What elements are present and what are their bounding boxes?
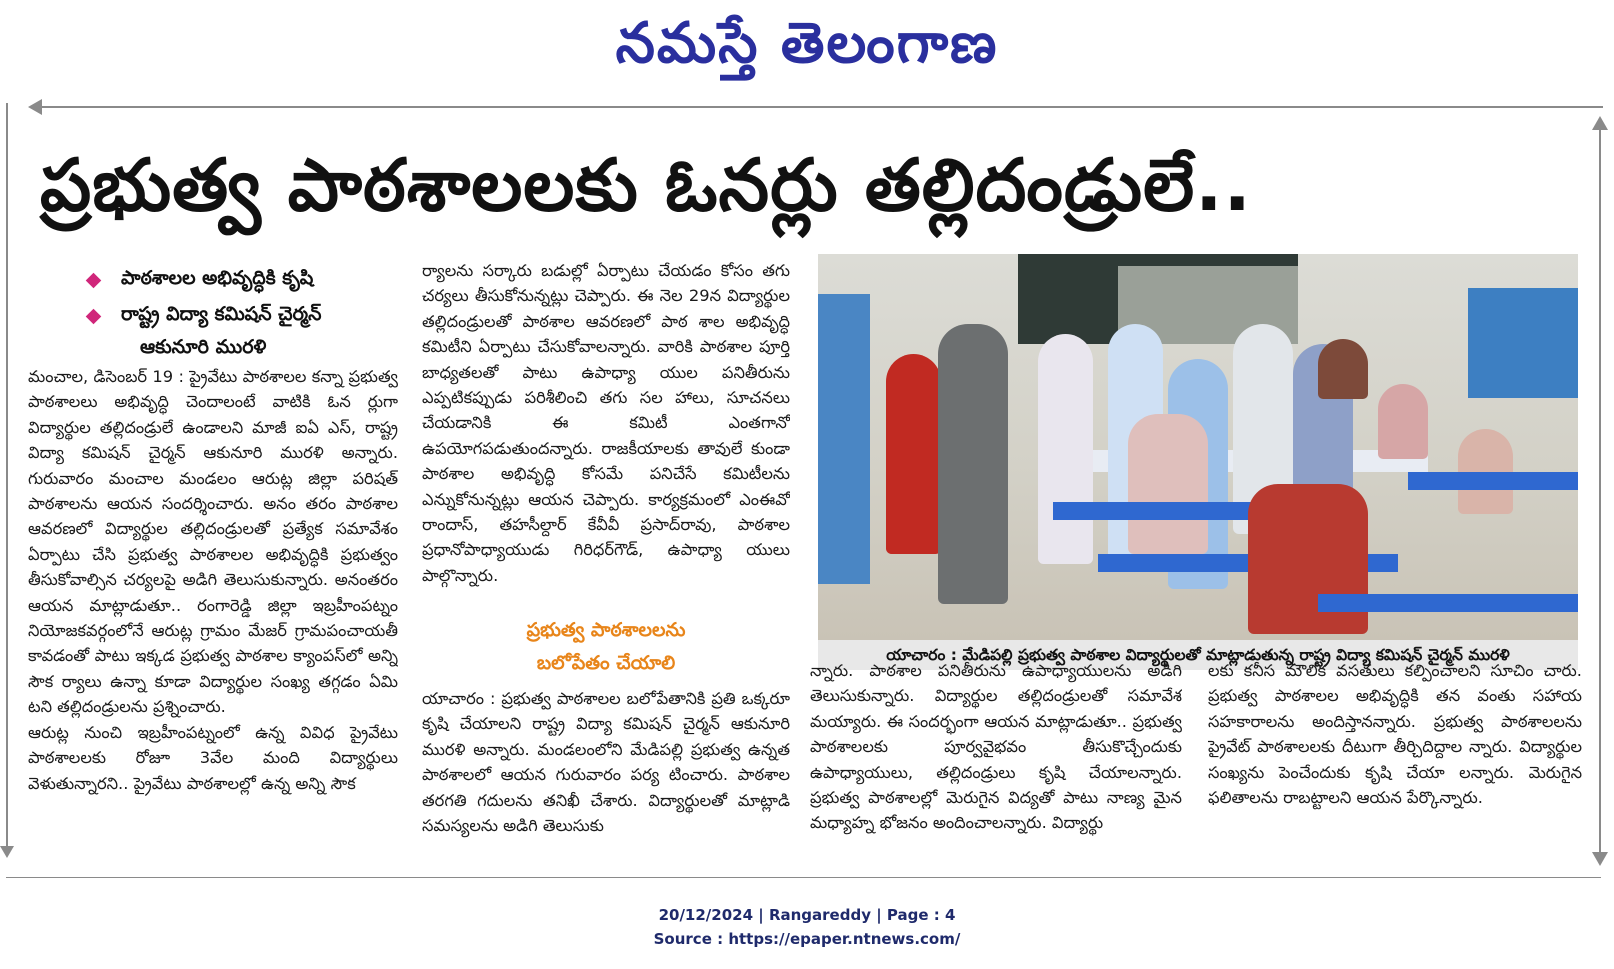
photo-caption: యాచారం : మేడిపల్లి ప్రభుత్వ పాఠశాల విద్యార్థులతో మాట్లాడుతున్న రాష్ట్ర విద్యా కమిషన్ చైర్మన్ మురళి — [818, 640, 1578, 670]
photo-desk — [1408, 472, 1578, 490]
byline: ఆకునూరి మురళి — [140, 336, 267, 358]
photo-desk — [1318, 594, 1578, 612]
paragraph: యాచారం : ప్రభుత్వ పాఠశాలల బలోపేతానికి ప్రతి ఒక్కరూ కృషి చేయాలని రాష్ట్ర విద్యా కమిషన్ చైర్మన్ ఆకునూరి మురళి అన్నారు. మండలంలోని మేడిపల్లి ప్రభుత్వ ఉన్నత పాఠశాలలో ఆయన గురువారం పర్య టించారు. పాఠశాల తరగతి గదులను తనిఖీ చేశారు. విద్యార్థులతో మాట్లాడి సమస్యలను అడిగి తెలుసుకు — [422, 689, 790, 836]
footer-source: Source : https://epaper.ntnews.com/ — [653, 930, 961, 948]
photo-window — [1468, 288, 1578, 398]
bullet-item — [82, 262, 412, 298]
photo-person — [886, 354, 941, 554]
photo-person — [938, 324, 1008, 604]
diamond-bullet-icon — [86, 272, 102, 288]
subheading: బలోపేతం చేయాలి — [536, 652, 676, 674]
article-headline: ప్రభుత్వ పాఠశాలలకు ఓనర్లు తల్లిదండ్రులే.. — [40, 143, 1252, 227]
photo-person — [1378, 384, 1428, 459]
paragraph: లకు కనీస మౌలిక వసతులు కల్పించాలని సూచిం చారు. ప్రభుత్వ పాఠశాలల అభివృద్ధికి తన వంతు సహాయ సహకారాలను అందిస్తానన్నారు. ప్రభుత్వ పాఠశాలలను ప్రైవేట్ పాఠశాలలకు దీటుగా తీర్చిదిద్దాల న్నారు. విద్యార్థుల సంఖ్యను పెంచేందుకు కృషి చేయా లన్నారు. మెరుగైన ఫలితాలను రాబట్టాలని ఆయన పేర్కొన్నారు. — [1208, 661, 1582, 808]
bullet-text: రాష్ట్ర విద్యా కమిషన్ చైర్మన్ — [121, 302, 322, 325]
arrow-up-icon — [1592, 116, 1608, 130]
photo-person — [1128, 414, 1208, 554]
right-rule — [1599, 130, 1601, 852]
article-column-2-continued — [422, 686, 790, 852]
article-column-2 — [422, 258, 790, 610]
paragraph: ఆరుట్ల నుంచి ఇబ్రహీంపట్నంలో ఉన్న వివిధ ప్రైవేటు పాఠశాలలకు రోజూ 3వేల మంది విద్యార్థులు వెళుతున్నారని.. ప్రైవేటు పాఠశాలల్లో ఉన్న అన్ని సౌక — [28, 722, 398, 793]
photo-door — [818, 294, 870, 584]
photo-person — [1038, 334, 1093, 564]
diamond-bullet-icon — [86, 308, 102, 324]
top-rule — [38, 106, 1603, 108]
masthead-logo: నమస్తే తెలంగాణ — [615, 10, 999, 76]
photo-person — [1318, 339, 1368, 399]
arrow-down-icon — [0, 846, 14, 858]
bullet-item — [82, 298, 412, 334]
footer-date-page: 20/12/2024 | Rangareddy | Page : 4 — [658, 906, 956, 924]
highlight-bullets — [82, 262, 412, 334]
left-rule — [6, 103, 8, 848]
paragraph: ర్యాలను సర్కారు బడుల్లో ఏర్పాటు చేయడం కోసం తగు చర్యలు తీసుకోనున్నట్లు చెప్పారు. ఈ నెల 29న విద్యార్థుల తల్లిదండ్రులతో పాఠశాల ఆవరణలో పాఠ శాల అభివృద్ధి కమిటీని ఏర్పాటు చేసుకోవాలన్నారు. వారికి పాఠశాల పూర్తి బాధ్యతలతో పాటు ఉపాధ్యా యుల పనితీరును ఎప్పటికప్పుడు పరిశీలించి తగు సల హాలు, సూచనలు చేయడానికి ఈ కమిటీ ఎంతగానో ఉపయోగపడుతుందన్నారు. రాజకీయాలకు తావులే కుండా పాఠశాల అభివృద్ధి కోసమే పనిచేసే కమిటీలను ఎన్నుకోనున్నట్లు ఆయన చెప్పారు. కార్యక్రమంలో ఎంఈవో రాందాస్, తహసీల్దార్ కేవీవీ ప్రసాద్‌రావు, పాఠశాల ప్రధానోపాధ్యాయుడు గిరిధర్‌గౌడ్, ఉపాధ్యా యులు పాల్గొన్నారు. — [422, 261, 790, 585]
paragraph: మంచాల, డిసెంబర్ 19 : ప్రైవేటు పాఠశాలల కన్నా ప్రభుత్వ పాఠశాలలు అభివృద్ధి చెందాలంటే వాటికి ఓన ర్లుగా విద్యార్థుల తల్లిదండ్రులే ఉండాలని మాజీ ఐఏ ఎస్, రాష్ట్ర విద్యా కమిషన్ చైర్మన్ ఆకునూరి మురళి అన్నారు. గురువారం మంచాల మండలం ఆరుట్ల జిల్లా పరిషత్ పాఠశాలను ఆయన సందర్శించారు. అనం తరం పాఠశాల ఆవరణలో విద్యార్థుల తల్లిదండ్రులతో ప్రత్యేక సమావేశం ఏర్పాటు చేసి ప్రభుత్వ పాఠశాలల అభివృద్ధికి ప్రభుత్వం తీసుకోవాల్సిన చర్యలపై అడిగి తెలుసుకున్నారు. అనంతరం ఆయన మాట్లాడుతూ.. రంగారెడ్డి జిల్లా ఇబ్రహీంపట్నం నియోజకవర్గంలోనే ఆరుట్ల గ్రామం మేజర్ గ్రామపంచాయతీ కావడంతో పాటు ఇక్కడ ప్రభుత్వ పాఠశాల క్యాంపస్‌లో అన్ని సౌక ర్యాలు ఉన్నా కూడా విద్యార్థుల సంఖ్య తగ్గడం ఏమి టని తల్లిదండ్రులను ప్రశ్నించారు. — [28, 367, 398, 717]
bullet-text: పాఠశాలల అభివృద్ధికి కృషి — [121, 266, 314, 289]
arrow-down-icon — [1592, 852, 1608, 866]
subheading: ప్రభుత్వ పాఠశాలలను — [526, 619, 686, 641]
paragraph: న్నారు. పాఠశాల పనితీరును ఉపాధ్యాయులను అడిగి తెలుసుకున్నారు. విద్యార్థుల తల్లిదండ్రులతో సమావేశ మయ్యారు. ఈ సందర్భంగా ఆయన మాట్లాడుతూ.. ప్రభుత్వ పాఠశాలలకు పూర్వవైభవం తీసుకొచ్చేందుకు ఉపాధ్యాయులు, తల్లిదండ్రులు కృషి చేయాలన్నారు. ప్రభుత్వ పాఠశాలల్లో మెరుగైన విద్యతో పాటు నాణ్య మైన మధ్యాహ్న భోజనం అందించాలన్నారు. విద్యార్థు — [810, 661, 1182, 833]
article-column-1 — [28, 364, 398, 850]
article-column-4 — [1208, 658, 1582, 852]
article-column-3 — [810, 658, 1182, 852]
article-photo — [818, 254, 1578, 640]
bottom-rule — [6, 877, 1601, 878]
